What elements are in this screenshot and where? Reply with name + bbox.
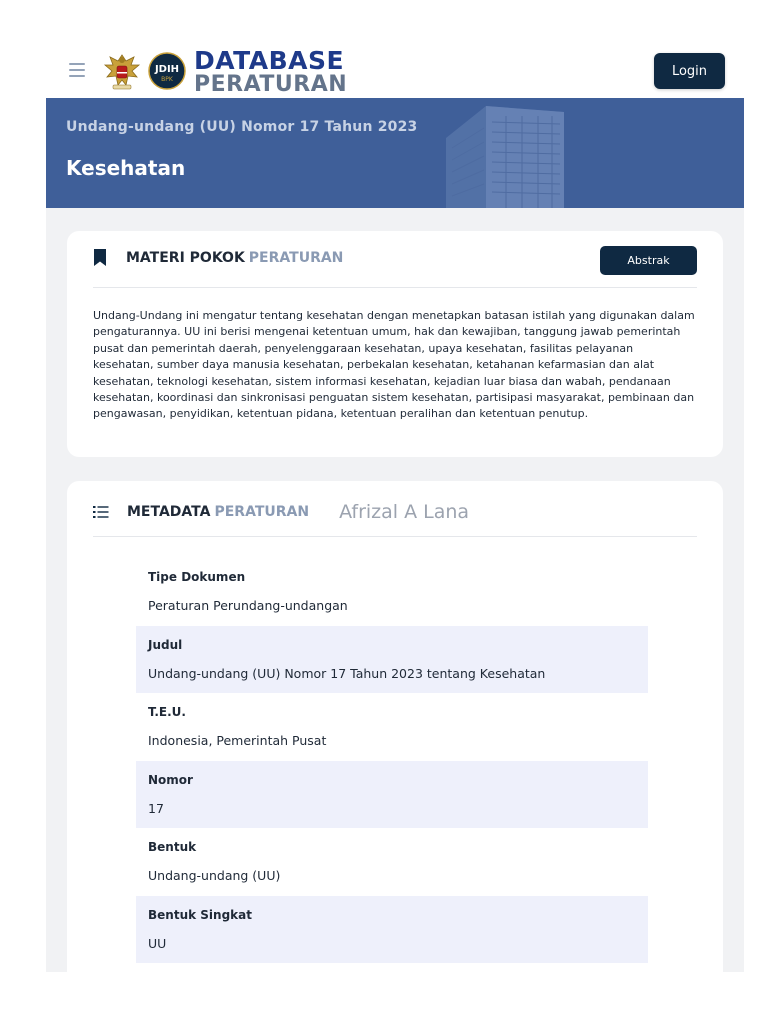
metadata-row-bentuk [136, 828, 648, 896]
list-icon [93, 505, 109, 519]
brand-bottom-text: PERATURAN [194, 72, 348, 97]
metadata-row-teu [136, 693, 648, 761]
metadata-value: Undang-undang (UU) [148, 868, 281, 883]
metadata-value: Undang-undang (UU) Nomor 17 Tahun 2023 tentang Kesehatan [148, 665, 546, 681]
metadata-divider [93, 536, 697, 537]
metadata-title-secondary: PERATURAN [214, 504, 310, 520]
materi-pokok-heading [93, 249, 343, 266]
materi-pokok-card [67, 231, 723, 457]
metadata-value: 17 [148, 800, 164, 816]
login-button[interactable]: Login [654, 53, 725, 89]
brand-top-text: DATABASE [194, 46, 345, 75]
regulation-banner [46, 98, 744, 208]
metadata-value: Indonesia, Pemerintah Pusat [148, 733, 327, 748]
bpk-text: BPK [161, 76, 173, 83]
metadata-label: Tipe Dokumen [148, 570, 246, 584]
metadata-heading [93, 501, 469, 523]
banner-title: Kesehatan [66, 156, 186, 180]
metadata-label: Bentuk Singkat [148, 907, 252, 922]
metadata-title: METADATA [127, 504, 211, 520]
metadata-label: Bentuk [148, 840, 197, 854]
site-header [0, 0, 768, 98]
abstract-text: Undang-Undang ini mengatur tentang kesehatan dengan menetapkan batasan istilah yang digunakan dalam pengaturannya. UU ini berisi mengenai ketentuan umum, hak dan kewajiban, tanggung jawab pemerintah pusat dan pemerintah daerah, penyelenggaraan kesehatan, upaya kesehatan, fasilitas pelayanan kesehatan, sumber daya manusia kesehatan, perbekalan kesehatan, ketahanan kefarmasian dan alat kesehatan, teknologi kesehatan, sistem informasi kesehatan, kejadian luar biasa dan wabah, pendanaan kesehatan, koordinasi dan sinkronisasi penguatan sistem kesehatan, partisipasi masyarakat, pembinaan dan pengawasan, penyidikan, ketentuan pidana, ketentuan peralihan dan ketentuan penutup. [93, 309, 695, 421]
brand-wordmark[interactable] [194, 48, 347, 96]
materi-divider [93, 287, 697, 288]
metadata-list [136, 558, 648, 963]
abstrak-button[interactable]: Abstrak [600, 246, 697, 275]
metadata-label: Nomor [148, 772, 193, 787]
materi-pokok-title-secondary: PERATURAN [248, 249, 344, 266]
metadata-value: UU [148, 935, 167, 951]
garuda-emblem-logo[interactable] [101, 51, 143, 93]
bookmark-icon [93, 249, 107, 266]
materi-pokok-title: MATERI POKOK [126, 249, 245, 266]
hamburger-menu-icon[interactable] [69, 63, 85, 77]
metadata-row-nomor [136, 761, 648, 829]
metadata-row-tipe-dokumen [136, 558, 648, 626]
metadata-card [67, 481, 723, 972]
metadata-label: Judul [148, 637, 183, 652]
metadata-row-bentuk-singkat [136, 896, 648, 964]
building-illustration [426, 98, 586, 208]
metadata-value: Peraturan Perundang-undangan [148, 598, 348, 613]
metadata-label: T.E.U. [148, 705, 186, 719]
metadata-row-judul [136, 626, 648, 694]
jdih-bpk-logo[interactable] [148, 52, 186, 90]
author-name: Afrizal A Lana [339, 501, 470, 523]
banner-subtitle: Undang-undang (UU) Nomor 17 Tahun 2023 [66, 119, 418, 135]
jdih-text: JDIH [154, 64, 180, 75]
